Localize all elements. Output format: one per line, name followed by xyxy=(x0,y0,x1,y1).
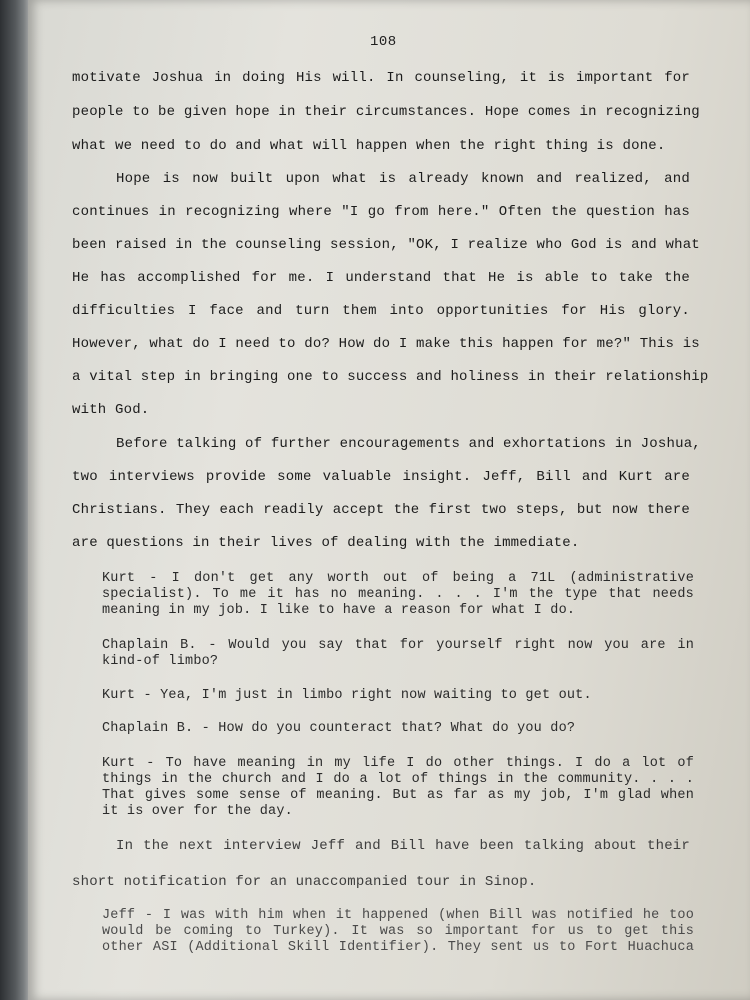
paragraph-2-line-8: with God. xyxy=(72,402,150,418)
interview-1-kurt-1-line-3: meaning in my job. I like to have a reason for what I do. xyxy=(102,603,576,618)
interview-1-kurt-1-line-1: Kurt - I don't get any worth out of being a 71L (administrative xyxy=(102,571,694,586)
paragraph-4-line-2: short notification for an unaccompanied tour in Sinop. xyxy=(72,874,537,890)
paragraph-3-line-1: Before talking of further encouragements and exhortations in Joshua, xyxy=(116,436,701,452)
paragraph-3-line-3: Christians. They each readily accept the first two steps, but now there xyxy=(72,502,690,518)
interview-1-chaplain-1-line-2: kind-of limbo? xyxy=(102,654,219,669)
paragraph-2-line-5: difficulties I face and turn them into opportunities for His glory. xyxy=(72,303,690,319)
paragraph-4-line-1: In the next interview Jeff and Bill have been talking about their xyxy=(116,838,690,854)
interview-1-kurt-3-line-1: Kurt - To have meaning in my life I do other things. I do a lot of xyxy=(102,756,694,771)
paragraph-3-line-2: two interviews provide some valuable insight. Jeff, Bill and Kurt are xyxy=(72,469,690,485)
interview-2-jeff-line-2: would be coming to Turkey). It was so important for us to get this xyxy=(102,924,694,939)
book-binding xyxy=(0,0,28,1000)
paragraph-1-line-2: people to be given hope in their circumstances. Hope comes in recognizing xyxy=(72,104,700,120)
paragraph-2-line-1: Hope is now built upon what is already known and realized, and xyxy=(116,171,690,187)
interview-1-kurt-3-line-2: things in the church and I do a lot of things in the community. . . . xyxy=(102,772,694,787)
paragraph-2-line-4: He has accomplished for me. I understand that He is able to take the xyxy=(72,270,690,286)
paragraph-1-line-1: motivate Joshua in doing His will. In counseling, it is important for xyxy=(72,70,690,86)
paragraph-2-line-2: continues in recognizing where "I go from here." Often the question has xyxy=(72,204,690,220)
interview-1-kurt-2: Kurt - Yea, I'm just in limbo right now waiting to get out. xyxy=(102,688,592,703)
paragraph-2-line-3: been raised in the counseling session, "OK, I realize who God is and what xyxy=(72,237,700,253)
interview-2-jeff-line-3: other ASI (Additional Skill Identifier). They sent us to Fort Huachuca xyxy=(102,940,694,955)
interview-1-kurt-1-line-2: specialist). To me it has no meaning. . . . I'm the type that needs xyxy=(102,587,694,602)
interview-1-kurt-3-line-4: it is over for the day. xyxy=(102,804,293,819)
interview-2-jeff-line-1: Jeff - I was with him when it happened (when Bill was notified he too xyxy=(102,908,694,923)
paragraph-3-line-4: are questions in their lives of dealing with the immediate. xyxy=(72,535,580,551)
book-page xyxy=(28,0,750,1000)
interview-1-kurt-3-line-3: That gives some sense of meaning. But as far as my job, I'm glad when xyxy=(102,788,694,803)
interview-1-chaplain-2: Chaplain B. - How do you counteract that? What do you do? xyxy=(102,721,576,736)
paragraph-2-line-7: a vital step in bringing one to success and holiness in their relationship xyxy=(72,369,709,385)
page-number: 108 xyxy=(370,34,397,50)
interview-1-chaplain-1-line-1: Chaplain B. - Would you say that for yourself right now you are in xyxy=(102,638,694,653)
paragraph-1-line-3: what we need to do and what will happen when the right thing is done. xyxy=(72,138,666,154)
paragraph-2-line-6: However, what do I need to do? How do I make this happen for me?" This is xyxy=(72,336,700,352)
